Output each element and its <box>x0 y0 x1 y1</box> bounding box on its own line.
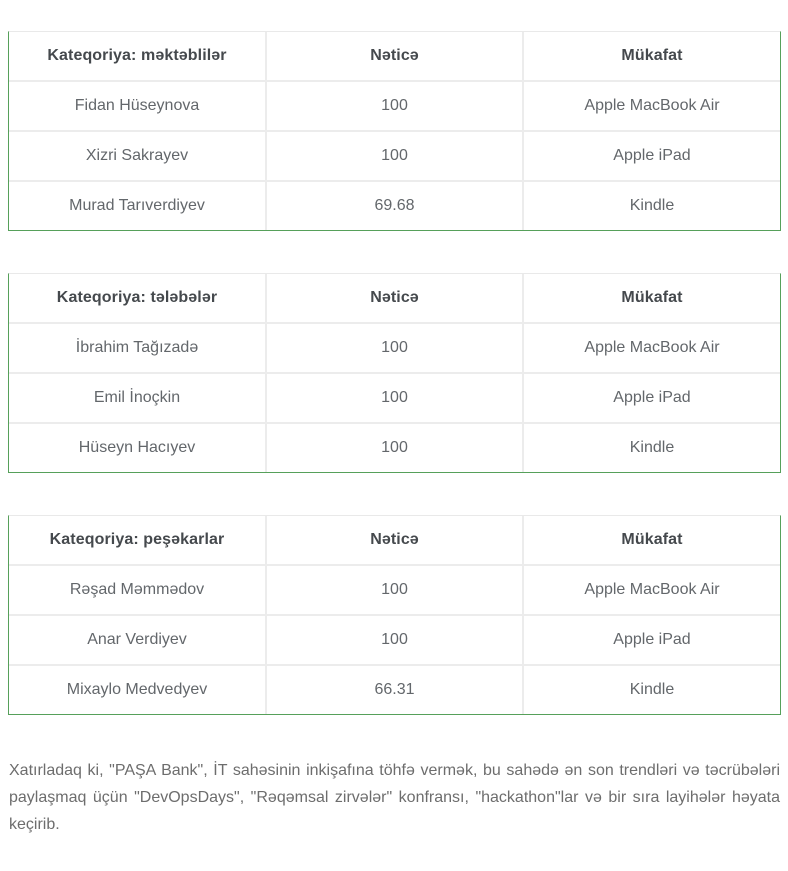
column-header-category: Kateqoriya: peşəkarlar <box>9 516 266 565</box>
participant-name-cell: Mixaylo Medvedyev <box>9 665 266 714</box>
table-row <box>9 181 780 230</box>
participant-name-cell: Anar Verdiyev <box>9 615 266 665</box>
table-row <box>9 565 780 615</box>
column-header-score: Nəticə <box>266 32 523 81</box>
participant-name-cell: Murad Tarıverdiyev <box>9 181 266 230</box>
prize-cell: Apple MacBook Air <box>523 565 780 615</box>
participant-name-cell: Xizri Sakrayev <box>9 131 266 181</box>
score-cell: 100 <box>266 131 523 181</box>
score-cell: 100 <box>266 373 523 423</box>
participant-name-cell: Fidan Hüseynova <box>9 81 266 131</box>
table-row <box>9 373 780 423</box>
prize-cell: Kindle <box>523 665 780 714</box>
column-header-prize: Mükafat <box>523 32 780 81</box>
column-header-category: Kateqoriya: məktəblilər <box>9 32 266 81</box>
results-table-professionals <box>8 515 781 715</box>
table-row <box>9 131 780 181</box>
column-header-score: Nəticə <box>266 516 523 565</box>
table-row <box>9 323 780 373</box>
participant-name-cell: İbrahim Tağızadə <box>9 323 266 373</box>
table-header-row <box>9 32 780 81</box>
column-header-category: Kateqoriya: tələbələr <box>9 274 266 323</box>
table-row <box>9 423 780 472</box>
column-header-prize: Mükafat <box>523 274 780 323</box>
column-header-prize: Mükafat <box>523 516 780 565</box>
table-row <box>9 81 780 131</box>
participant-name-cell: Emil İnoçkin <box>9 373 266 423</box>
column-header-score: Nəticə <box>266 274 523 323</box>
participant-name-cell: Hüseyn Hacıyev <box>9 423 266 472</box>
score-cell: 69.68 <box>266 181 523 230</box>
score-cell: 100 <box>266 615 523 665</box>
table-row <box>9 615 780 665</box>
score-cell: 100 <box>266 323 523 373</box>
results-table-schoolchildren <box>8 31 781 231</box>
prize-cell: Apple iPad <box>523 131 780 181</box>
score-cell: 100 <box>266 81 523 131</box>
results-table <box>9 32 780 230</box>
participant-name-cell: Rəşad Məmmədov <box>9 565 266 615</box>
results-table <box>9 516 780 714</box>
table-header-row <box>9 274 780 323</box>
prize-cell: Kindle <box>523 181 780 230</box>
table-row <box>9 665 780 714</box>
prize-cell: Apple MacBook Air <box>523 323 780 373</box>
score-cell: 100 <box>266 565 523 615</box>
prize-cell: Apple iPad <box>523 615 780 665</box>
prize-cell: Apple iPad <box>523 373 780 423</box>
score-cell: 100 <box>266 423 523 472</box>
score-cell: 66.31 <box>266 665 523 714</box>
prize-cell: Kindle <box>523 423 780 472</box>
table-header-row <box>9 516 780 565</box>
prize-cell: Apple MacBook Air <box>523 81 780 131</box>
footer-paragraph: Xatırladaq ki, "PAŞA Bank", İT sahəsinin inkişafına töhfə vermək, bu sahədə ən son trendləri və təcrübələri paylaşmaq üçün "DevOpsDays", "Rəqəmsal zirvələr" konfransı, "hackathon"lar və bir sıra layihələr həyata keçirib. <box>9 762 780 833</box>
results-table-students <box>8 273 781 473</box>
results-table <box>9 274 780 472</box>
